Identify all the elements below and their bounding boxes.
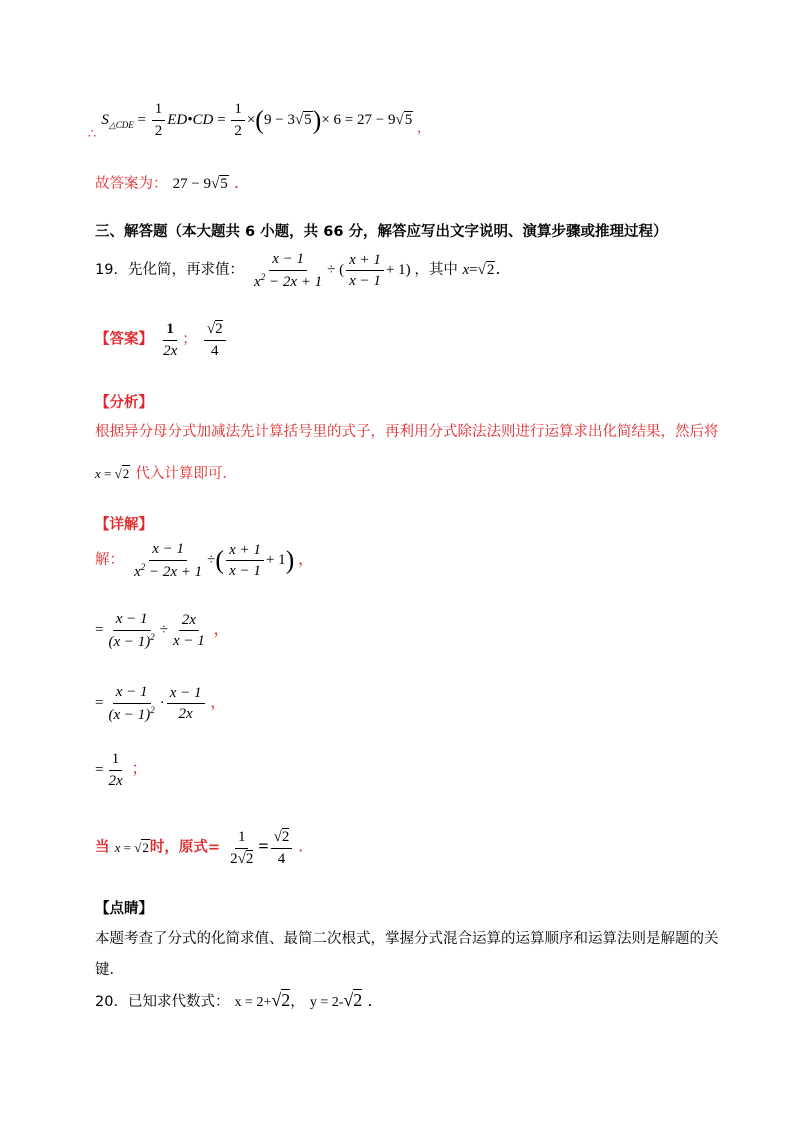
q19-prompt: 先化简，再求值： <box>127 262 244 279</box>
when-result-label: 时，原式= <box>149 839 220 856</box>
answer-fraction-2: $\frac{√2}{4}$ <box>202 332 228 348</box>
answer-separator: ； <box>182 331 197 348</box>
step-3 <box>95 683 226 725</box>
step-1-expr: $\frac{x - 1}{x^2 - 2x + 1}$ ÷( $\frac{x + 1}{x - 1}$ + 1) <box>134 541 295 580</box>
question-19 <box>95 250 500 292</box>
step-4-expr: = $\frac{1}{2x}$ <box>95 751 123 789</box>
answer-block <box>95 320 228 361</box>
step-2 <box>95 610 230 652</box>
formula-tail: ， <box>416 120 430 136</box>
q20-number: 20． <box>95 994 128 1010</box>
comment-label: 【点睛】 <box>95 901 153 917</box>
step-3-expr: = $\frac{x - 1}{(x - 1)^2}$ · $\frac{x - 1}{2x}$ <box>95 695 210 711</box>
step-1 <box>95 540 314 582</box>
detail-label: 【详解】 <box>95 517 153 533</box>
q19-expression: $\frac{x - 1}{x^2 - 2x + 1}$ ÷ ( $\frac{x + 1}{x - 1}$ + 1) <box>254 251 411 290</box>
question-20 <box>95 990 372 1011</box>
step-4-semicolon: ； <box>131 758 148 778</box>
answer-value: 27 − 9√5 <box>172 176 228 192</box>
q19-condition: ，其中 <box>414 262 463 279</box>
step-5 <box>95 828 303 869</box>
analysis-line-2 <box>95 462 237 483</box>
q19-number: 19． <box>95 262 128 279</box>
when-label: 当 <box>95 839 110 856</box>
step-2-comma: ， <box>213 619 230 639</box>
analysis-label: 【分析】 <box>95 395 153 411</box>
answer-tag: 【答案】 <box>95 331 153 348</box>
step-1-comma: ， <box>298 549 315 569</box>
step-5-expr: $\frac{1}{2√2}$ = $\frac{√2}{4}$ <box>225 840 298 856</box>
q20-y: y = 2-√2 <box>309 990 363 1010</box>
comment-text-2: 键． <box>95 962 124 978</box>
answer-fraction-1: $\frac{1}{2x}$ <box>163 321 178 359</box>
area-formula-line <box>88 100 430 141</box>
q20-period: . <box>367 991 373 1010</box>
q20-prompt: 已知求代数式： <box>127 994 230 1010</box>
q20-x: x = 2+√2 <box>234 990 291 1010</box>
final-answer-line <box>95 172 239 193</box>
step-3-comma: ， <box>210 692 227 712</box>
analysis-x-value: x = √2 <box>95 466 130 481</box>
q19-x-value: x=√2 <box>462 262 495 279</box>
step-2-expr: = $\frac{x - 1}{(x - 1)^2}$ ÷ $\frac{2x}{x - 1}$ <box>95 611 205 650</box>
step-4 <box>95 750 147 791</box>
q19-period: . <box>495 259 501 279</box>
analysis-text: 根据异分母分式加减法先计算括号里的式子，再利用分式除法法则进行运算求出化简结果，然后将 <box>95 424 719 440</box>
area-formula: $S_{\triangle CDE}$ = $\frac{1}{2}$ ED•CD = $\frac{1}{2}$ ×(9 − 3√5)× 6 = 27 − 9√5 <box>101 101 413 139</box>
answer-label: 故答案为： <box>95 176 168 192</box>
answer-period: . <box>233 173 239 192</box>
jie-label: 解： <box>95 552 124 569</box>
q20-sep: ， <box>290 994 305 1010</box>
step-5-period: . <box>298 836 304 856</box>
comment-text: 本题考查了分式的化简求值、最简二次根式，掌握分式混合运算的运算顺序和运算法则是解题的关 <box>95 931 719 947</box>
when-x-value: x = √2 <box>114 839 149 855</box>
section-heading: 三、解答题（本大题共 6 小题，共 66 分，解答应写出文字说明、演算步骤或推理过程） <box>95 224 668 240</box>
analysis-text-2: 代入计算即可． <box>135 466 237 482</box>
therefore-symbol: ∴ <box>88 126 97 142</box>
